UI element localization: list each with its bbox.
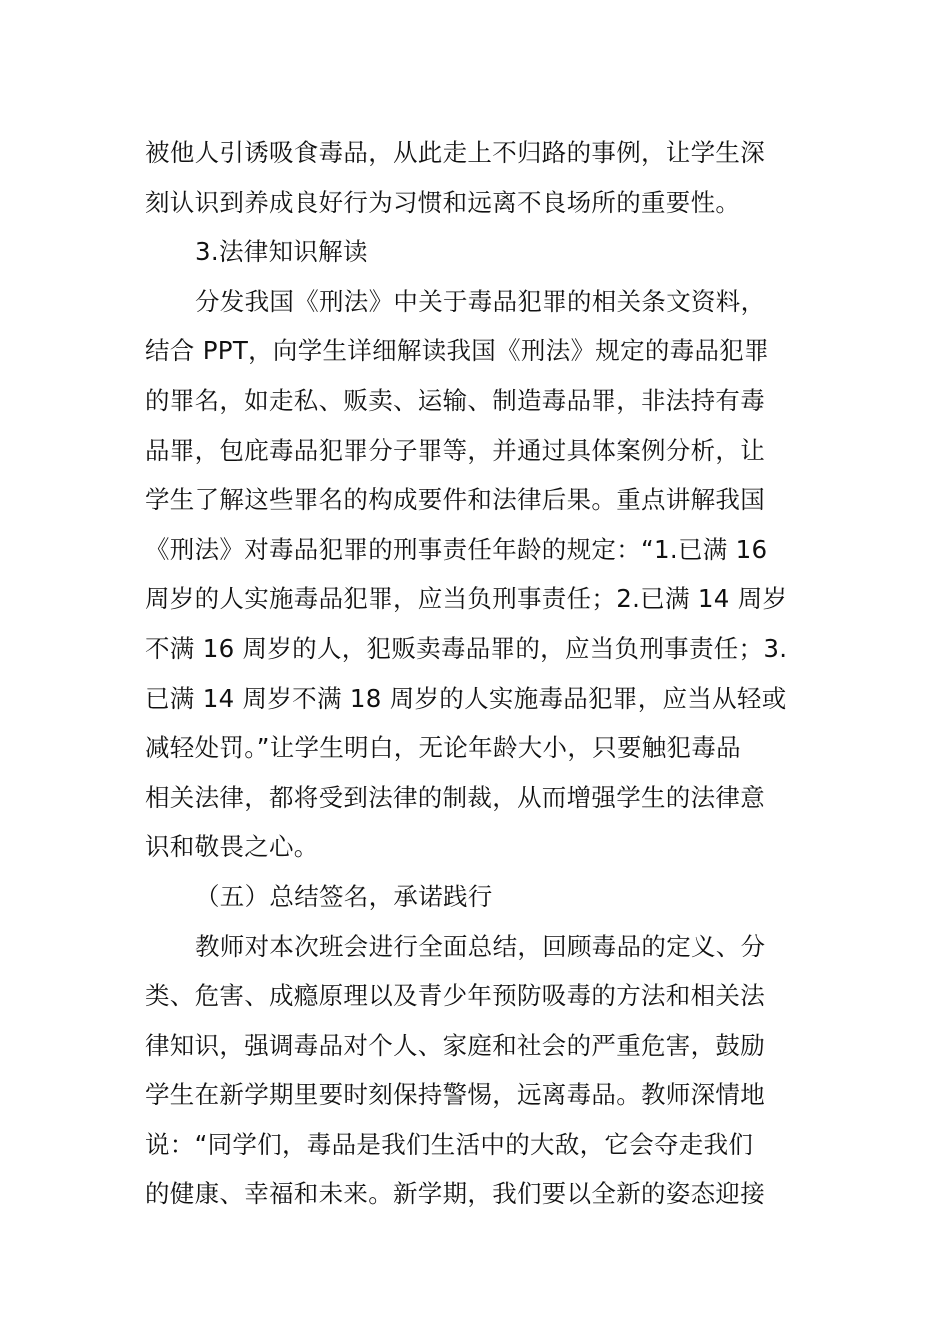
text-line: 品罪，包庇毒品犯罪分子罪等，并通过具体案例分析，让 xyxy=(145,435,765,465)
text-line: 不满 16 周岁的人，犯贩卖毒品罪的，应当负刑事责任；3. xyxy=(145,633,788,663)
text-line: 被他人引诱吸食毒品，从此走上不归路的事例，让学生深 xyxy=(145,138,765,167)
text-line: 的罪名，如走私、贩卖、运输、制造毒品罪，非法持有毒 xyxy=(145,385,765,415)
paragraph-first-line: 教师对本次班会进行全面总结，回顾毒品的定义、分 xyxy=(195,931,766,961)
text-line: 相关法律，都将受到法律的制裁，从而增强学生的法律意 xyxy=(145,782,765,812)
text-line: 说：“同学们，毒品是我们生活中的大敌，它会夺走我们 xyxy=(145,1129,754,1159)
text-line: 已满 14 周岁不满 18 周岁的人实施毒品犯罪，应当从轻或 xyxy=(145,683,787,713)
text-line: 的健康、幸福和未来。新学期，我们要以全新的姿态迎接 xyxy=(145,1179,765,1209)
text-line: 结合 PPT，向学生详细解读我国《刑法》规定的毒品犯罪 xyxy=(145,336,769,366)
text-line: 减轻处罚。”让学生明白，无论年龄大小，只要触犯毒品 xyxy=(145,733,741,763)
section-heading: （五）总结签名，承诺践行 xyxy=(195,881,493,911)
text-line: 学生了解这些罪名的构成要件和法律后果。重点讲解我国 xyxy=(145,485,765,515)
text-line: 《刑法》对毒品犯罪的刑事责任年龄的规定：“1.已满 16 xyxy=(145,534,768,564)
text-line: 识和敬畏之心。 xyxy=(145,832,319,862)
paragraph-first-line: 分发我国《刑法》中关于毒品犯罪的相关条文资料， xyxy=(195,286,766,316)
text-line: 律知识，强调毒品对个人、家庭和社会的严重危害，鼓励 xyxy=(145,1030,765,1060)
document-page xyxy=(145,128,810,1219)
section-heading: 3.法律知识解读 xyxy=(195,237,368,267)
text-line: 周岁的人实施毒品犯罪，应当负刑事责任；2.已满 14 周岁 xyxy=(145,584,788,614)
text-line: 刻认识到养成良好行为习惯和远离不良场所的重要性。 xyxy=(145,187,741,217)
text-line: 类、危害、成瘾原理以及青少年预防吸毒的方法和相关法 xyxy=(145,981,765,1011)
text-line: 学生在新学期里要时刻保持警惕，远离毒品。教师深情地 xyxy=(145,1080,765,1110)
